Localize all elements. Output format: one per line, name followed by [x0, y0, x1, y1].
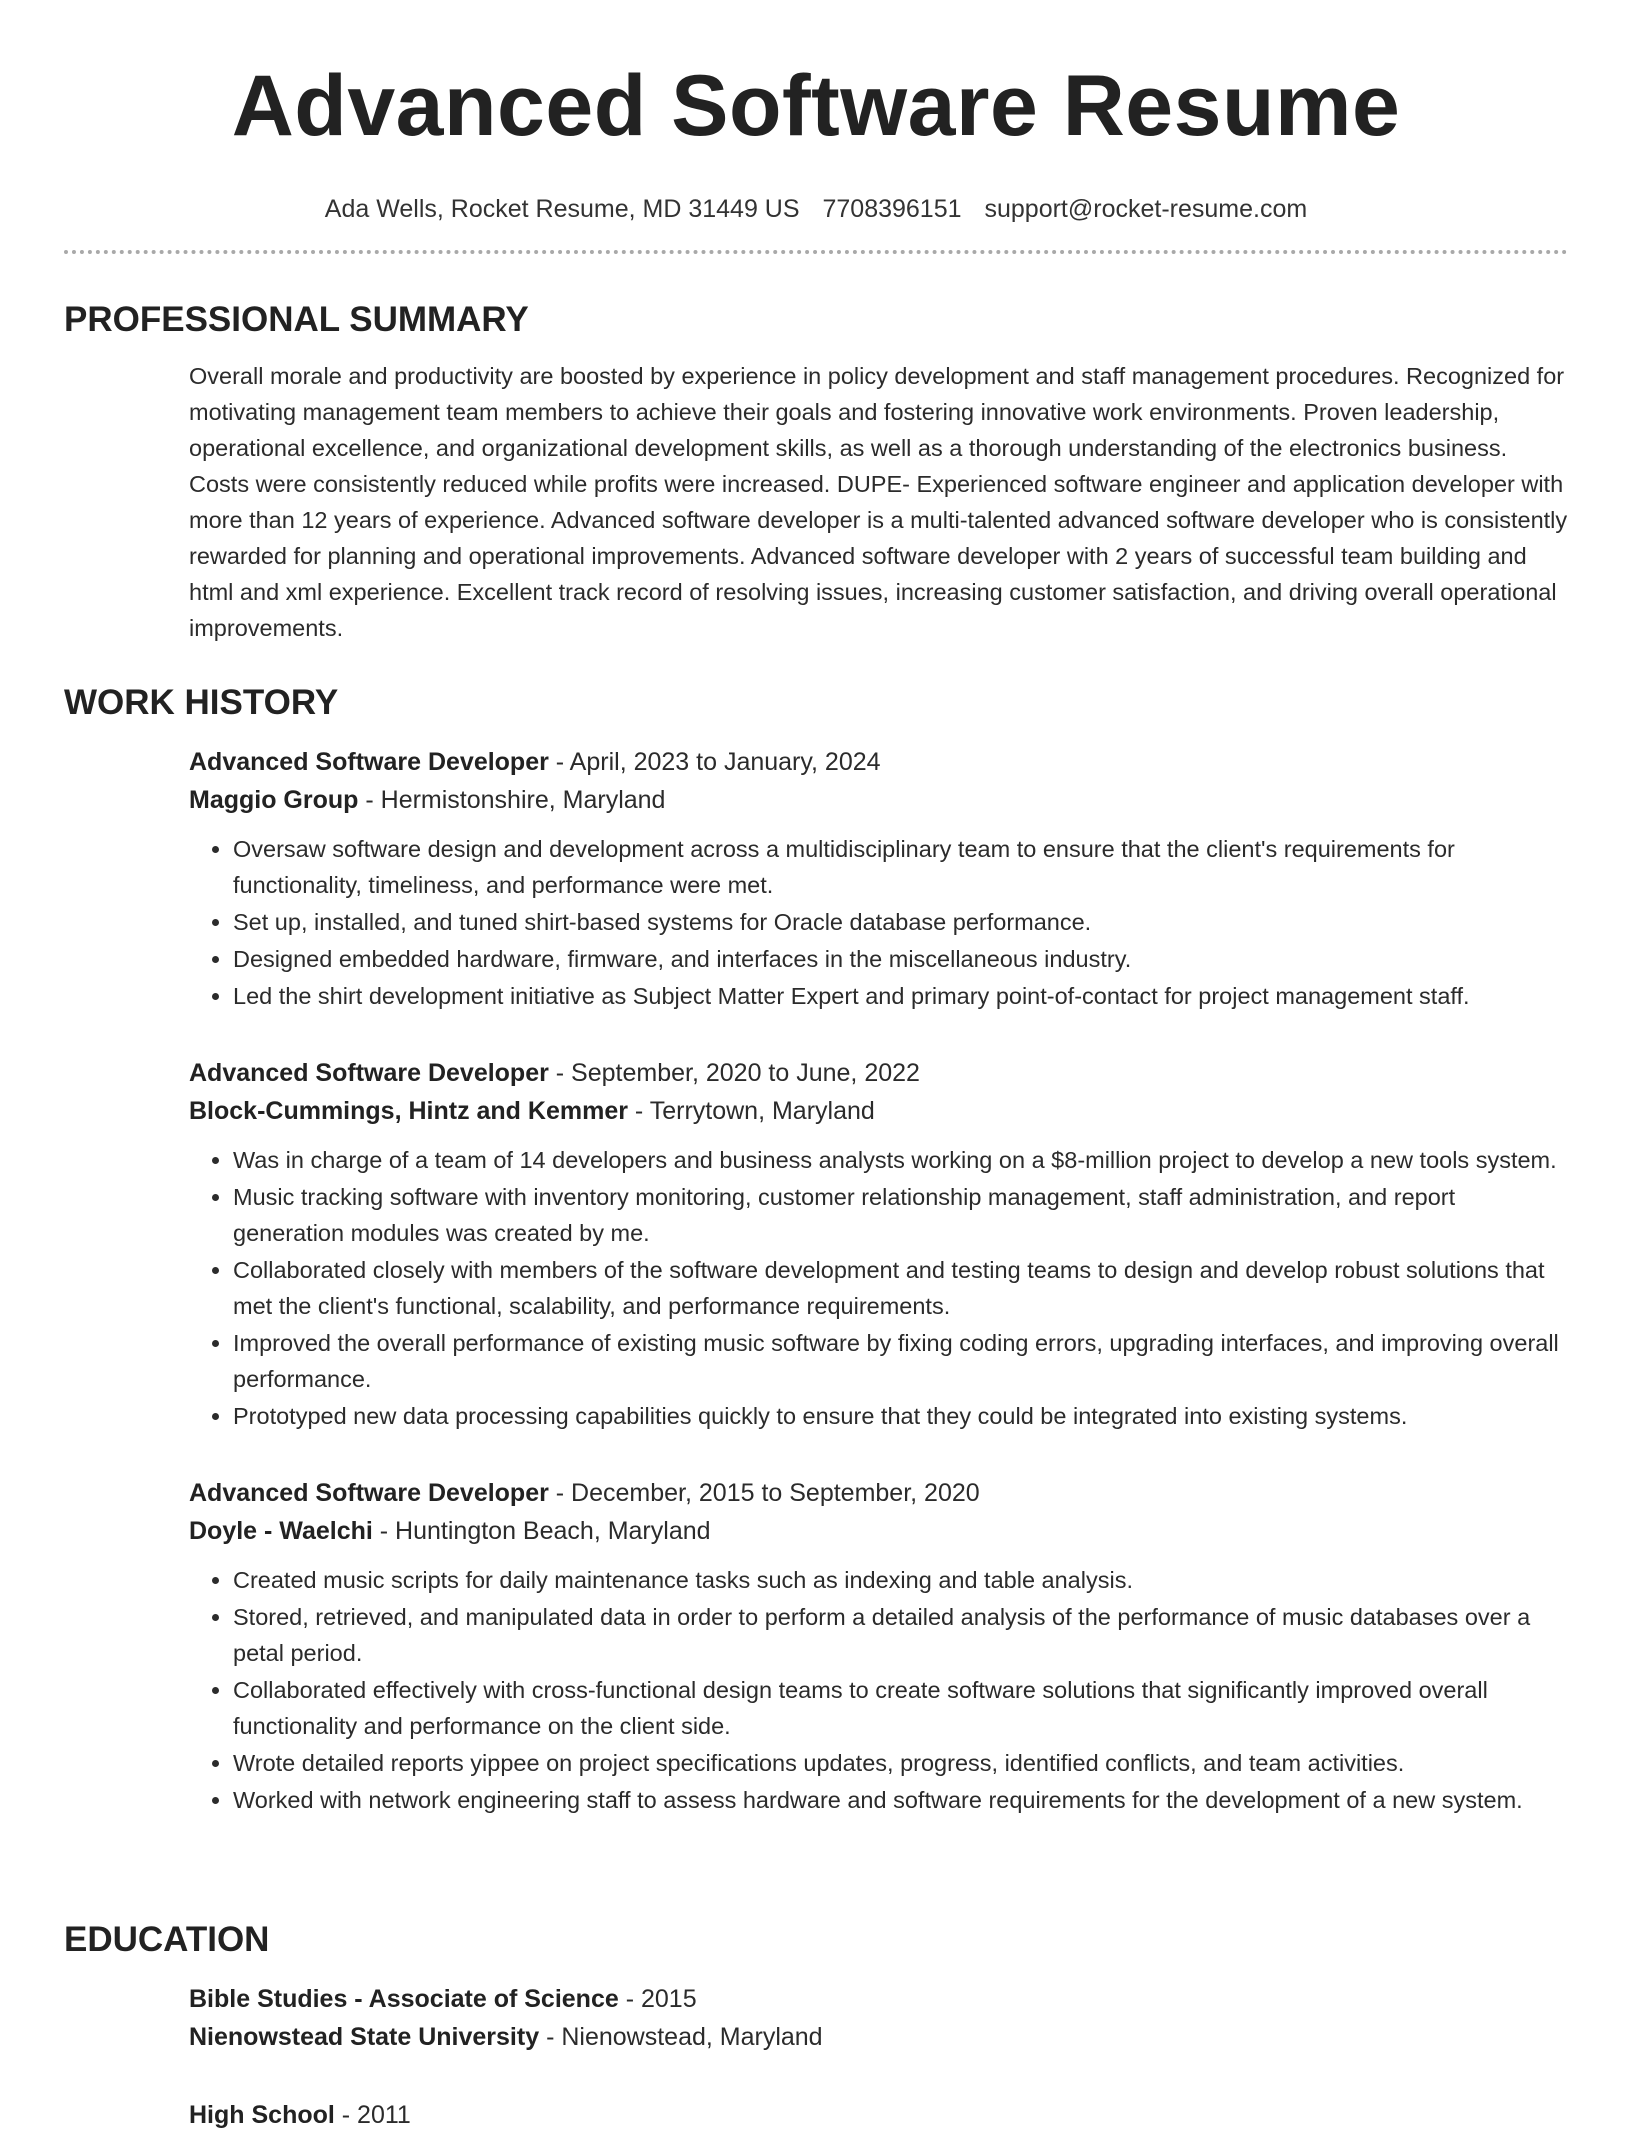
- summary-heading: PROFESSIONAL SUMMARY: [64, 300, 529, 339]
- work-history-section: [64, 681, 1568, 1819]
- education-degree: High School: [189, 2101, 335, 2129]
- job-dates: - April, 2023 to January, 2024: [548, 748, 881, 776]
- job-company-line: [189, 781, 1569, 819]
- job-location: - Huntington Beach, Maryland: [372, 1517, 711, 1545]
- education-degree-line: [189, 2096, 1569, 2134]
- education-degree: Bible Studies - Associate of Science: [189, 1985, 619, 2013]
- job-title-line: [189, 1474, 1569, 1512]
- job-title-line: [189, 1054, 1569, 1092]
- education-heading: EDUCATION: [64, 1920, 270, 1959]
- job-bullet: • Collaborated effectively with cross-functional design teams to create software solutions that significantly improved overall functionality and performance on the client side.: [233, 1672, 1569, 1744]
- job-bullet: • Wrote detailed reports yippee on project specifications updates, progress, identified conflicts, and team activities.: [233, 1745, 1569, 1781]
- job-bullet: • Stored, retrieved, and manipulated data in order to perform a detailed analysis of the performance of music databases over a petal period.: [233, 1599, 1569, 1671]
- job-bullet: • Designed embedded hardware, firmware, and interfaces in the miscellaneous industry.: [233, 941, 1569, 977]
- job-role: Advanced Software Developer: [189, 748, 549, 776]
- job-bullet: • Worked with network engineering staff to assess hardware and software requirements for the development of a new system.: [233, 1782, 1569, 1818]
- job-dates: - September, 2020 to June, 2022: [548, 1059, 920, 1087]
- job-bullet: • Led the shirt development initiative as Subject Matter Expert and primary point-of-contact for project management staff.: [233, 978, 1569, 1014]
- education-location: - Nienowstead, Maryland: [539, 2023, 823, 2051]
- job-bullet: • Set up, installed, and tuned shirt-based systems for Oracle database performance.: [233, 904, 1569, 940]
- contact-email: support@rocket-resume.com: [984, 195, 1308, 223]
- education-year: - 2011: [334, 2101, 411, 2129]
- job-entry: [189, 743, 1569, 1014]
- job-bullets: [189, 831, 1569, 1014]
- job-bullets: [189, 1562, 1569, 1818]
- job-company: Doyle - Waelchi: [189, 1517, 373, 1545]
- summary-section: [64, 298, 1568, 646]
- job-company: Block-Cummings, Hintz and Kemmer: [189, 1097, 628, 1125]
- job-role: Advanced Software Developer: [189, 1479, 549, 1507]
- summary-text: Overall morale and productivity are boosted by experience in policy development and staff management procedures. Recognized for motivating management team members to achieve their goals and fostering innovative work environments. Proven leadership, operational excellence, and organizational development skills, as well as a thorough understanding of the electronics business. Costs were consistently reduced while profits were increased. DUPE- Experienced software engineer and application developer with more than 12 years of experience. Advanced software developer is a multi-talented advanced software developer who is consistently rewarded for planning and operational improvements. Advanced software developer with 2 years of successful team building and html and xml experience. Excellent track record of resolving issues, increasing customer satisfaction, and driving overall operational improvements.: [189, 363, 1568, 641]
- resume-header: [0, 0, 1632, 224]
- job-company-line: [189, 1512, 1569, 1550]
- job-company-line: [189, 1092, 1569, 1130]
- contact-phone: 7708396151: [822, 195, 962, 223]
- job-bullet: • Oversaw software design and development across a multidisciplinary team to ensure that the client's requirements for functionality, timeliness, and performance were met.: [233, 831, 1569, 903]
- job-dates: - December, 2015 to September, 2020: [548, 1479, 980, 1507]
- job-bullet: • Created music scripts for daily maintenance tasks such as indexing and table analysis.: [233, 1562, 1569, 1598]
- job-bullet: • Collaborated closely with members of the software development and testing teams to design and develop robust solutions that met the client's functional, scalability, and performance requirements.: [233, 1252, 1569, 1324]
- job-location: - Hermistonshire, Maryland: [358, 786, 666, 814]
- job-bullets: [189, 1142, 1569, 1434]
- header-divider: [64, 250, 1568, 254]
- contact-line: [0, 194, 1632, 224]
- job-bullet: • Was in charge of a team of 14 developers and business analysts working on a $8-million project to develop a new tools system.: [233, 1142, 1569, 1178]
- education-section: [64, 1918, 1568, 2134]
- job-entry: [189, 1054, 1569, 1434]
- contact-address: Ada Wells, Rocket Resume, MD 31449 US: [324, 195, 800, 223]
- education-entry: [189, 2096, 1569, 2134]
- education-entry: [189, 1980, 1569, 2056]
- job-bullet: • Music tracking software with inventory monitoring, customer relationship management, staff administration, and report generation modules was created by me.: [233, 1179, 1569, 1251]
- education-year: - 2015: [618, 1985, 697, 2013]
- work-history-heading: WORK HISTORY: [64, 683, 339, 722]
- job-role: Advanced Software Developer: [189, 1059, 549, 1087]
- job-location: - Terrytown, Maryland: [627, 1097, 875, 1125]
- job-company: Maggio Group: [189, 786, 359, 814]
- job-title-line: [189, 743, 1569, 781]
- education-degree-line: [189, 1980, 1569, 2018]
- education-school: Nienowstead State University: [189, 2023, 540, 2051]
- job-bullet: • Prototyped new data processing capabilities quickly to ensure that they could be integrated into existing systems.: [233, 1398, 1569, 1434]
- job-bullet: • Improved the overall performance of existing music software by fixing coding errors, upgrading interfaces, and improving overall performance.: [233, 1325, 1569, 1397]
- education-school-line: [189, 2018, 1569, 2056]
- job-entry: [189, 1474, 1569, 1818]
- resume-title: Advanced Software Resume: [231, 58, 1401, 154]
